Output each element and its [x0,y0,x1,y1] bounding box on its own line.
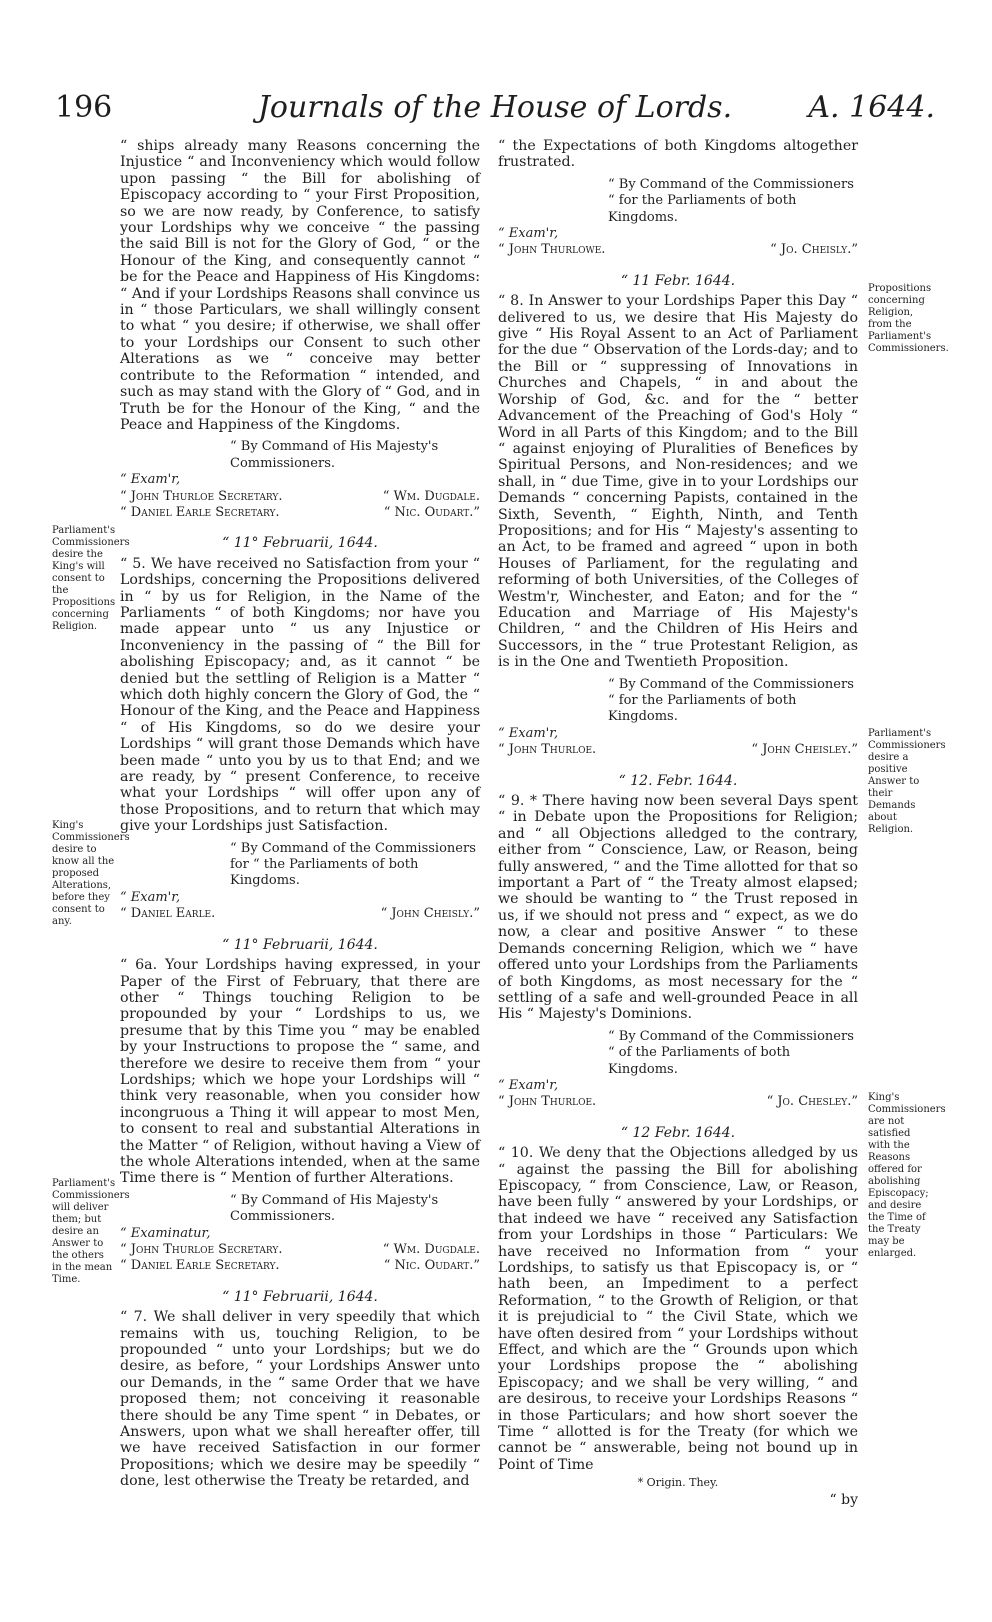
signatory: “ Nic. Oudart.” [383,1258,480,1274]
command-line: “ By Command of His Majesty's Commissioners. [230,1192,439,1225]
signatory: “ Wm. Dugdale. [382,488,480,504]
entry [498,138,858,259]
signatory: “ Wm. Dugdale. [382,1242,480,1257]
signatory: “ John Cheisley.” [751,742,858,758]
signatory: “ Jo. Cheisly.” [770,242,858,258]
entry [120,138,480,521]
entry-date: “ 11° Februarii, 1644. [222,1288,378,1305]
signatory: “ John Thurloe. [498,1094,597,1110]
examiner: “ Exam'r, [498,725,559,741]
entry-text: “ ships already many Reasons concerning the Injustice “ and Inconveniency which would follow upon passing “ the Bill for abolishing of Episcopacy according to “ your First Proposition, so we are now ready, by Conference, to satisfy your Lordships why we conceive “ the passing the said Bill is not for the Glory of God, “ or the Honour of the King, and consequently cannot “ be for the Peace and Happiness of His Kingdoms: “ And if your Lordships Reasons shall convince us in “ those Particulars, we shall willingly consent to what “ you desire; if otherwise, we shall offer to your Lordships our Consent to such other Alterations as we “ conceive may better contribute to the Reformation “ intended, and such as may stand with the Glory of “ God, and in Truth be for the Honour of the King, “ and the Peace and Happiness of the Kingdoms. [120,138,480,433]
entry-date: “ 12 Febr. 1644. [620,1124,736,1141]
entry-text: “ 9. * There having now been several Days spent “ in Debate upon the Propositions for Religion; and “ all Objections alledged to the contrary, either from “ Conscience, Law, or Reason, being fully answered, “ and the Time allotted for that so important a Part of “ the Treaty almost elapsed; we should be wanting to “ the Trust reposed in us, if we should not press and “ expect, as we do now, a clear and positive Answer “ to these Demands concerning Religion, which we “ have offered unto your Lordships from the Parliaments of both Kingdoms, as most necessary for the “ settling of a safe and well-grounded Peace in all His “ Majesty's Dominions. [498,793,858,1023]
examiner: “ Exam'r, [120,889,181,905]
entry-text: “ 7. We shall deliver in very speedily that which remains with us, touching Religion, to be propounded “ unto your Lordships; but we do desire, as before, “ your Lordships Answer unto our Demands, in the “ same Order that we have proposed them; not conceiving it reasonable there should be any Time spent “ in Debates, or Answers, upon what we shall hereafter offer, till we have received Satisfaction in our former Propositions; which we desire may be speedily “ done, lest otherwise the Treaty be retarded, and [120,1309,480,1490]
entry-date: “ 11° Februarii, 1644. [222,936,378,953]
examiner: “ Exam'r, [498,1077,559,1093]
entry [120,1289,480,1490]
entry-text: “ 6a. Your Lordships having expressed, in your Paper of the First of February, that there are other “ Things touching Religion to be propounded by your “ Lordships to us, we presume that by this Time you “ may be enabled by your Instructions to propose the “ same, and therefore we desire to receive them from “ your Lordships; which we hope your Lordships will “ think very reasonable, when you consider how incongruous a Thing it will appear to most Men, to consent to real and substantial Alterations in the Matter “ of Religion, without having a View of the whole Alterations intended, when at the same Time there is “ Mention of further Alterations. [120,957,480,1187]
running-title: Journals of the House of Lords. [257,90,733,125]
entry [120,535,480,922]
signatory: “ John Thurloe Secretary. [120,1242,283,1257]
signature-block [120,1193,480,1275]
signature-block [120,439,480,521]
margin-note: King's Commissioners desire to know all the proposed Alterations, before they consent to any. [52,820,130,927]
examiner: “ Examinatur, [120,1225,211,1241]
page-header [55,90,935,140]
signatory: “ Jo. Chesley.” [766,1094,858,1110]
signatory: “ John Cheisly.” [380,906,480,922]
entry-text: “ 5. We have received no Satisfaction from your “ Lordships, concerning the Propositions delivered in “ by us for Religion, in the Name of the Parliaments “ of both Kingdoms; nor have you made appear unto “ us any Injustice or Inconveniency in the passing of “ the Bill for abolishing Episcopacy; and, as it cannot “ be denied but the settling of Religion is a Matter “ which doth highly concern the Glory of God, the “ Honour of the King, and the Peace and Happiness “ of His Kingdoms, so do we desire your Lordships “ will grant those Demands which have been made “ unto you by us to that End; and we are ready, by “ present Conference, to receive what your Lordships “ will offer upon any of those Propositions, and to return that which may give your Lordships just Satisfaction. [120,555,480,835]
entry-text: “ 8. In Answer to your Lordships Paper this Day “ delivered to us, we desire that His Majesty do give “ His Royal Assent to an Act of Parliament for the due “ Observation of the Lords-day; and to the Bill or “ suppressing of Innovations in Churches and Chapels, “ in and about the Worship of God, &c. and for the “ better Advancement of the Preaching of God's Holy “ Word in all Parts of this Kingdom; and to the Bill “ against enjoying of Pluralities of Benefices by Spiritual Persons, and Non-residences; and we shall, in “ due Time, give in to your Lordships our Demands “ concerning Papists, contained in the Sixth, Seventh, “ Eighth, Ninth, and Tenth Propositions; and for His “ Majesty's assenting to an Act, to be framed and agreed “ upon in both Houses of Parliament, for the regulating and reforming of both Universities, of the Colleges of Westm'r, Winchester, and Eaton; and for the “ Education and Marriage of His Majesty's Children, “ and the Children of His Heirs and Successors, in the “ true Protestant Religion, as is in the One and Twentieth Proposition. [498,293,859,671]
catchword: “ by [829,1491,858,1508]
command-line: “ By Command of the Commissioners “ for the Parliaments of both Kingdoms. [608,176,854,225]
entry-date: “ 11 Febr. 1644. [620,272,736,289]
signatory: “ Daniel Earle Secretary. [120,1258,280,1274]
footnote: * Origin. They. [637,1476,719,1490]
command-line: “ By Command of His Majesty's Commissioners. [230,439,439,471]
entry [120,937,480,1275]
command-line: “ By Command of the Commissioners “ for the Parliaments of both Kingdoms. [608,676,854,725]
command-line: “ By Command of the Commissioners “ of the Parliaments of both Kingdoms. [608,1028,854,1077]
entry [498,1125,858,1508]
margin-note: Propositions concerning Religion, from the Parliament's Commissioners. [868,283,949,354]
margin-note: Parliament's Commissioners desire the King's will consent to the Propositions concerning Religion. [52,525,130,632]
signature-block [120,841,480,923]
signature-block [498,1029,858,1111]
margin-note: Parliament's Commissioners will deliver them; but desire an Answer to the others in the mean Time. [52,1178,130,1285]
entry-text: “ the Expectations of both Kingdoms altogether frustrated. [498,138,858,171]
signature-block [498,677,858,759]
entry [498,273,858,759]
entry [498,773,858,1111]
right-column [498,138,858,1522]
signatory: “ John Thurlowe. [498,242,606,258]
margin-note: King's Commissioners are not satisfied with the Reasons offered for abolishing Episcopacy; and desire the Time of the Treaty may be enlarged. [868,1092,946,1259]
command-line: “ By Command of the Commissioners for “ the Parliaments of both Kingdoms. [230,840,476,889]
signatory: “ John Thurloe Secretary. [120,488,283,504]
signatory: “ Daniel Earle Secretary. [120,504,280,520]
year-heading: A. 1644. [808,90,935,125]
entry-date: “ 12. Febr. 1644. [618,772,738,789]
entry-text: “ 10. We deny that the Objections alledged by us “ against the passing the Bill for abolishing Episcopacy, “ from Conscience, Law, or Reason, have been fully “ answered by your Lordships, or that indeed we have “ received any Satisfaction from your Lordships in those “ Particulars: We have received no Information from “ your Lordships, to satisfy us that Episcopacy is, or “ hath been, an Impediment to a perfect Reformation, “ to the Growth of Religion, or that it is prejudicial to “ the Civil State, which we have often desired from “ your Lordships without Effect, and which are the “ Grounds upon which your Lordships propose the “ abolishing Episcopacy; and we shall be very willing, “ and are desirous, to receive your Lordships Reasons “ in those Particulars; and how short soever the Time “ allotted is for the Treaty (for which we cannot be “ answerable, being not bound up in Point of Time [498,1145,858,1473]
left-column [120,138,480,1504]
margin-note: Parliament's Commissioners desire a positive Answer to their Demands about Religion. [868,728,946,835]
examiner: “ Exam'r, [498,226,559,242]
signatory: “ Nic. Oudart.” [383,504,480,520]
signature-block [498,177,858,259]
signatory: “ John Thurloe. [498,742,597,758]
page-number: 196 [55,90,113,125]
entry-date: “ 11° Februarii, 1644. [222,535,378,552]
examiner: “ Exam'r, [120,472,181,488]
signatory: “ Daniel Earle. [120,906,216,922]
